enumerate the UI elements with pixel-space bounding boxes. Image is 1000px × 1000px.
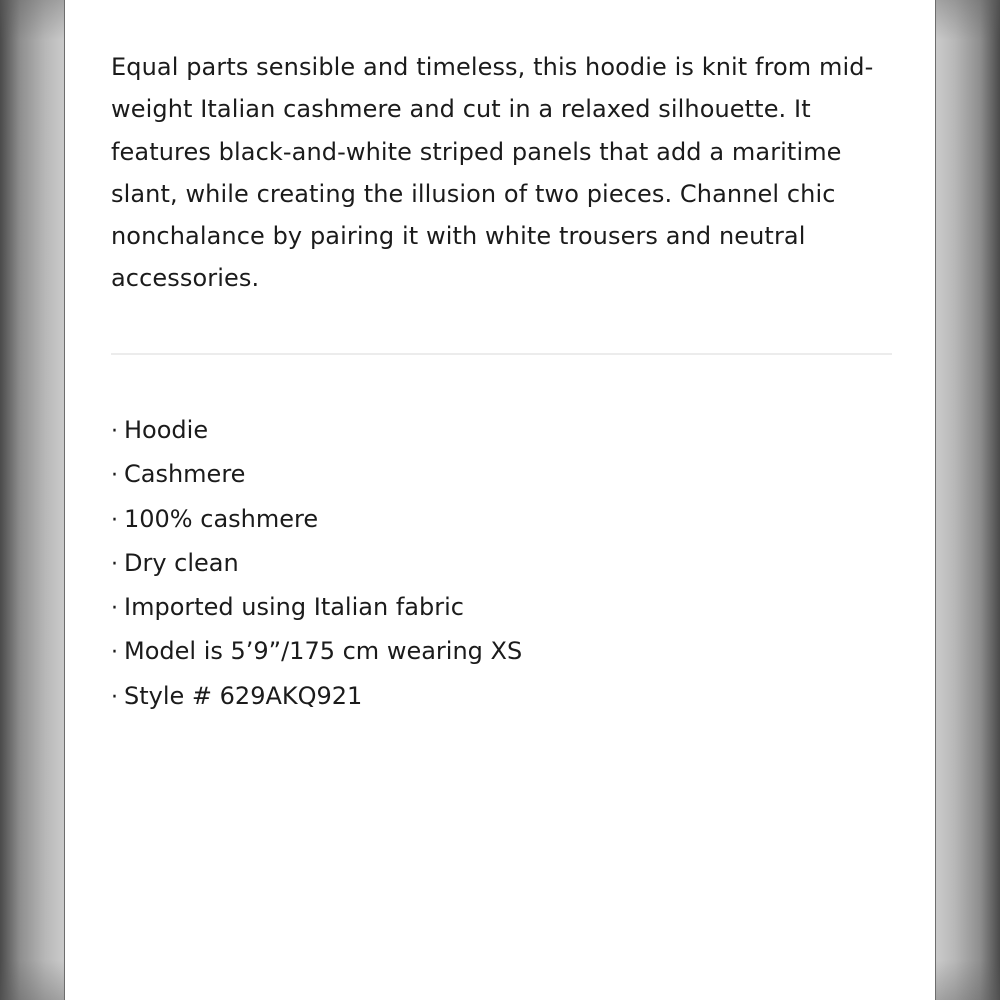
bullet-icon: · (111, 507, 118, 533)
product-details-card (64, 0, 936, 1000)
detail-item-type (111, 409, 522, 453)
bullet-icon: · (111, 551, 118, 577)
detail-item-origin (111, 586, 522, 630)
detail-text: Imported using Italian fabric (124, 593, 464, 622)
bullet-icon: · (111, 684, 118, 710)
section-divider (111, 353, 892, 355)
detail-text: Style # 629AKQ921 (124, 681, 363, 710)
detail-text: Model is 5’9”/175 cm wearing XS (124, 637, 523, 666)
detail-text: Dry clean (124, 548, 239, 577)
detail-item-care (111, 542, 522, 586)
detail-text: Cashmere (124, 460, 246, 489)
bullet-icon: · (111, 596, 118, 622)
detail-item-material (111, 453, 522, 497)
detail-item-model-size (111, 630, 522, 674)
bullet-icon: · (111, 463, 118, 489)
detail-text: Hoodie (124, 416, 209, 444)
bullet-icon: · (111, 419, 118, 444)
bullet-icon: · (111, 640, 118, 666)
product-description: Equal parts sensible and timeless, this hoodie is knit from mid-weight Italian cashmere and cut in a relaxed silhouette. It features black-and-white striped panels that add a maritime slant, while creating the illusion of two pieces. Channel chic nonchalance by pairing it with white trousers and neutral accessories. (111, 53, 874, 293)
detail-item-style-number (111, 675, 522, 719)
product-details-list (111, 409, 522, 719)
detail-item-composition (111, 498, 522, 542)
detail-text: 100% cashmere (124, 504, 319, 533)
